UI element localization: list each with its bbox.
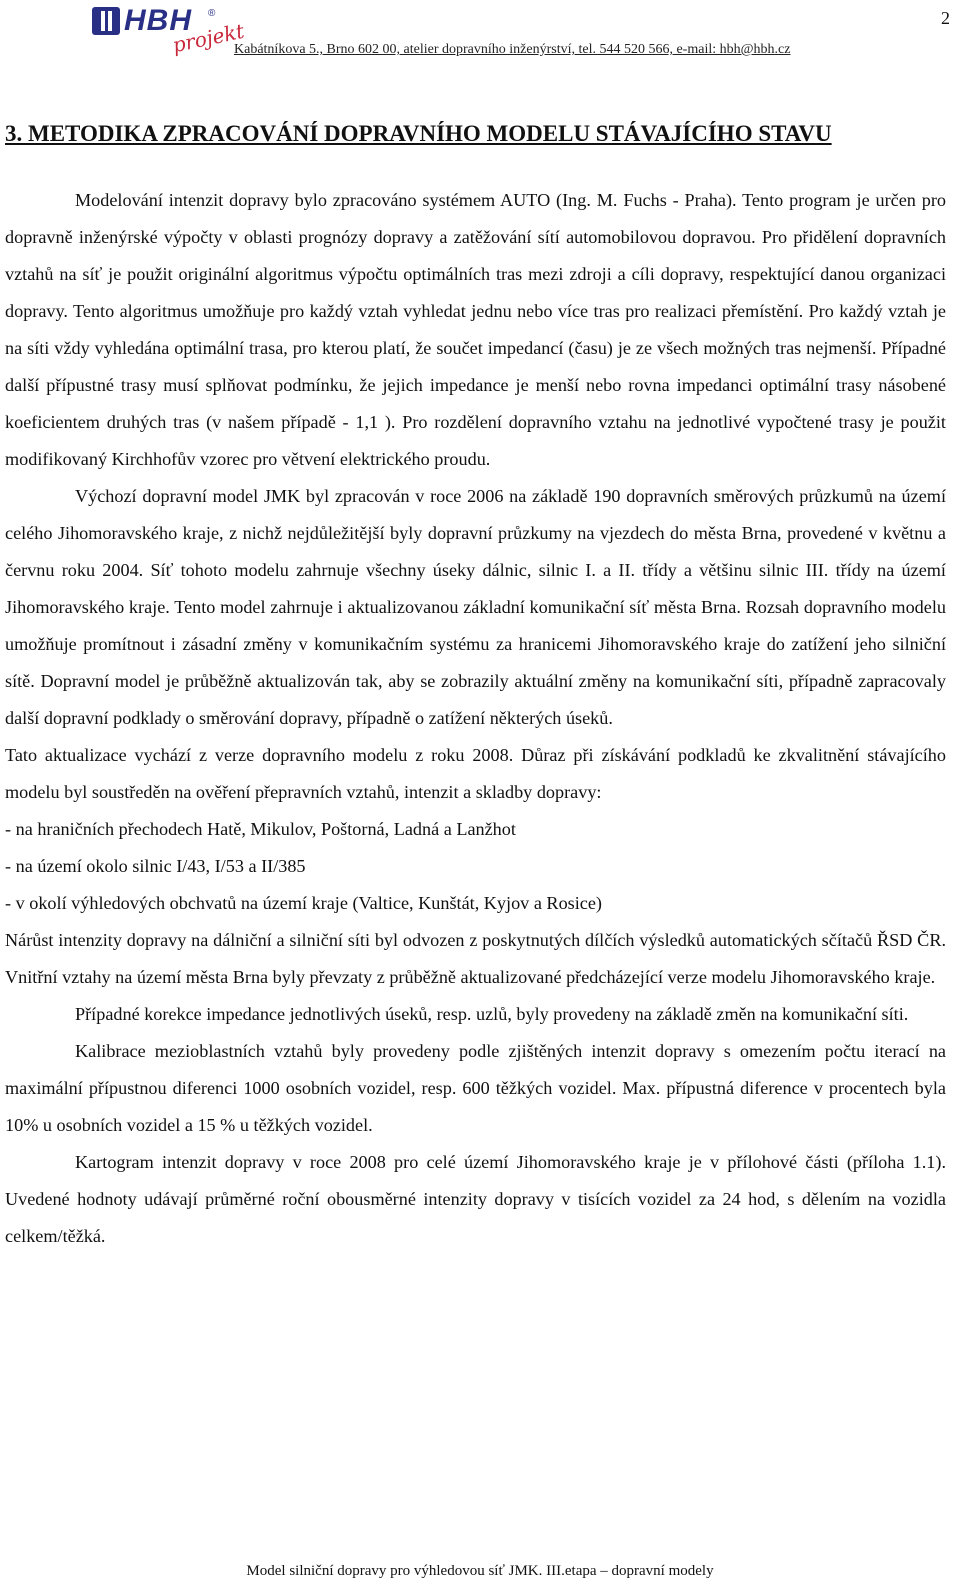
paragraph: Tato aktualizace vychází z verze dopravního modelu z roku 2008. Důraz při získávání podkladů ke zkvalitnění stávajícího modelu byl soustředěn na ověření přepravních vztahů, intenzit a skladby dopravy: [5,745,946,802]
logo-script-text: projekt [170,18,247,58]
list-item: - v okolí výhledových obchvatů na území kraje (Valtice, Kunštát, Kyjov a Rosice) [5,893,602,913]
section-heading: 3. METODIKA ZPRACOVÁNÍ DOPRAVNÍHO MODELU STÁVAJÍCÍHO STAVU [5,121,832,146]
paragraph: Případné korekce impedance jednotlivých úseků, resp. uzlů, byly provedeny na základě změn na komunikační síti. [75,1004,909,1024]
document-body [5,182,946,1255]
page-number: 2 [941,8,950,28]
logo-registered-mark: ® [208,8,216,19]
logo-brand-text: HBH [124,4,192,37]
paragraph: Výchozí dopravní model JMK byl zpracován v roce 2006 na základě 190 dopravních směrových průzkumů na území celého Jihomoravského kraje, z nichž nejdůležitější byly dopravní průzkumy na vjezdech do města Brna, provedené v květnu a červnu roku 2004. Síť tohoto modelu zahrnuje všechny úseky dálnic, silnic I. a II. třídy a většinu silnic III. třídy na území Jihomoravského kraje. Tento model zahrnuje i aktualizovanou základní komunikační síť města Brna. Rozsah dopravního modelu umožňuje promítnout i zásadní změny v komunikačním systému za hranicemi Jihomoravského kraje do zatížení jeho silniční sítě. Dopravní model je průběžně aktualizován tak, aby se zobrazily aktuální změny na komunikační síti, případně zapracovaly další dopravní podklady o směrování dopravy, případně o zatížení některých úseků. [5,486,946,728]
header-address: Kabátníkova 5., Brno 602 00, atelier dopravního inženýrství, tel. 544 520 566, e-mail: hbh@hbh.cz [234,42,791,57]
paragraph: Modelování intenzit dopravy bylo zpracováno systémem AUTO (Ing. M. Fuchs - Praha). Tento program je určen pro dopravně inženýrské výpočty v oblasti prognózy dopravy a zatěžování sítí automobilovou dopravou. Pro přidělení dopravních vztahů na síť je použit originální algoritmus výpočtu optimálních tras mezi zdroji a cíli dopravy, respektující danou organizaci dopravy. Tento algoritmus umožňuje pro každý vztah vyhledat jednu nebo více tras pro realizaci přemístění. Pro každý vztah je na síti vždy vyhledána optimální trasa, pro kterou platí, že součet impedancí (času) je ze všech možných tras nejmenší. Případné další přípustné trasy musí splňovat podmínku, že jejich impedance je menší nebo rovna impedanci optimální trasy násobené koeficientem druhých tras (v našem případě - 1,1 ). Pro rozdělení dopravního vztahu na jednotlivé vypočtené trasy je použit modifikovaný Kirchhofův vzorec pro větvení elektrického proudu. [5,190,946,469]
paragraph: Nárůst intenzity dopravy na dálniční a silniční síti byl odvozen z poskytnutých dílčích výsledků automatických sčítačů ŘSD ČR. Vnitřní vztahy na území města Brna byly převzaty z průběžně aktualizované předcházející verze modelu Jihomoravského kraje. [5,930,946,987]
paragraph: Kalibrace mezioblastních vztahů byly provedeny podle zjištěných intenzit dopravy s omezením počtu iterací na maximální přípustnou diferenci 1000 osobních vozidel, resp. 600 těžkých vozidel. Max. přípustná diference v procentech byla 10% u osobních vozidel a 15 % u těžkých vozidel. [5,1041,946,1135]
list-item: - na hraničních přechodech Hatě, Mikulov, Poštorná, Ladná a Lanžhot [5,819,516,839]
page-footer: Model silniční dopravy pro výhledovou síť JMK. III.etapa – dopravní modely [246,1563,714,1579]
list-item: - na území okolo silnic I/43, I/53 a II/385 [5,856,306,876]
paragraph: Kartogram intenzit dopravy v roce 2008 pro celé území Jihomoravského kraje je v přílohové části (příloha 1.1). Uvedené hodnoty udávají průměrné roční obousměrné intenzity dopravy v tisících vozidel za 24 hod, s dělením na vozidla celkem/těžká. [5,1152,946,1246]
logo-badge-icon [92,7,120,35]
company-logo [92,4,247,58]
